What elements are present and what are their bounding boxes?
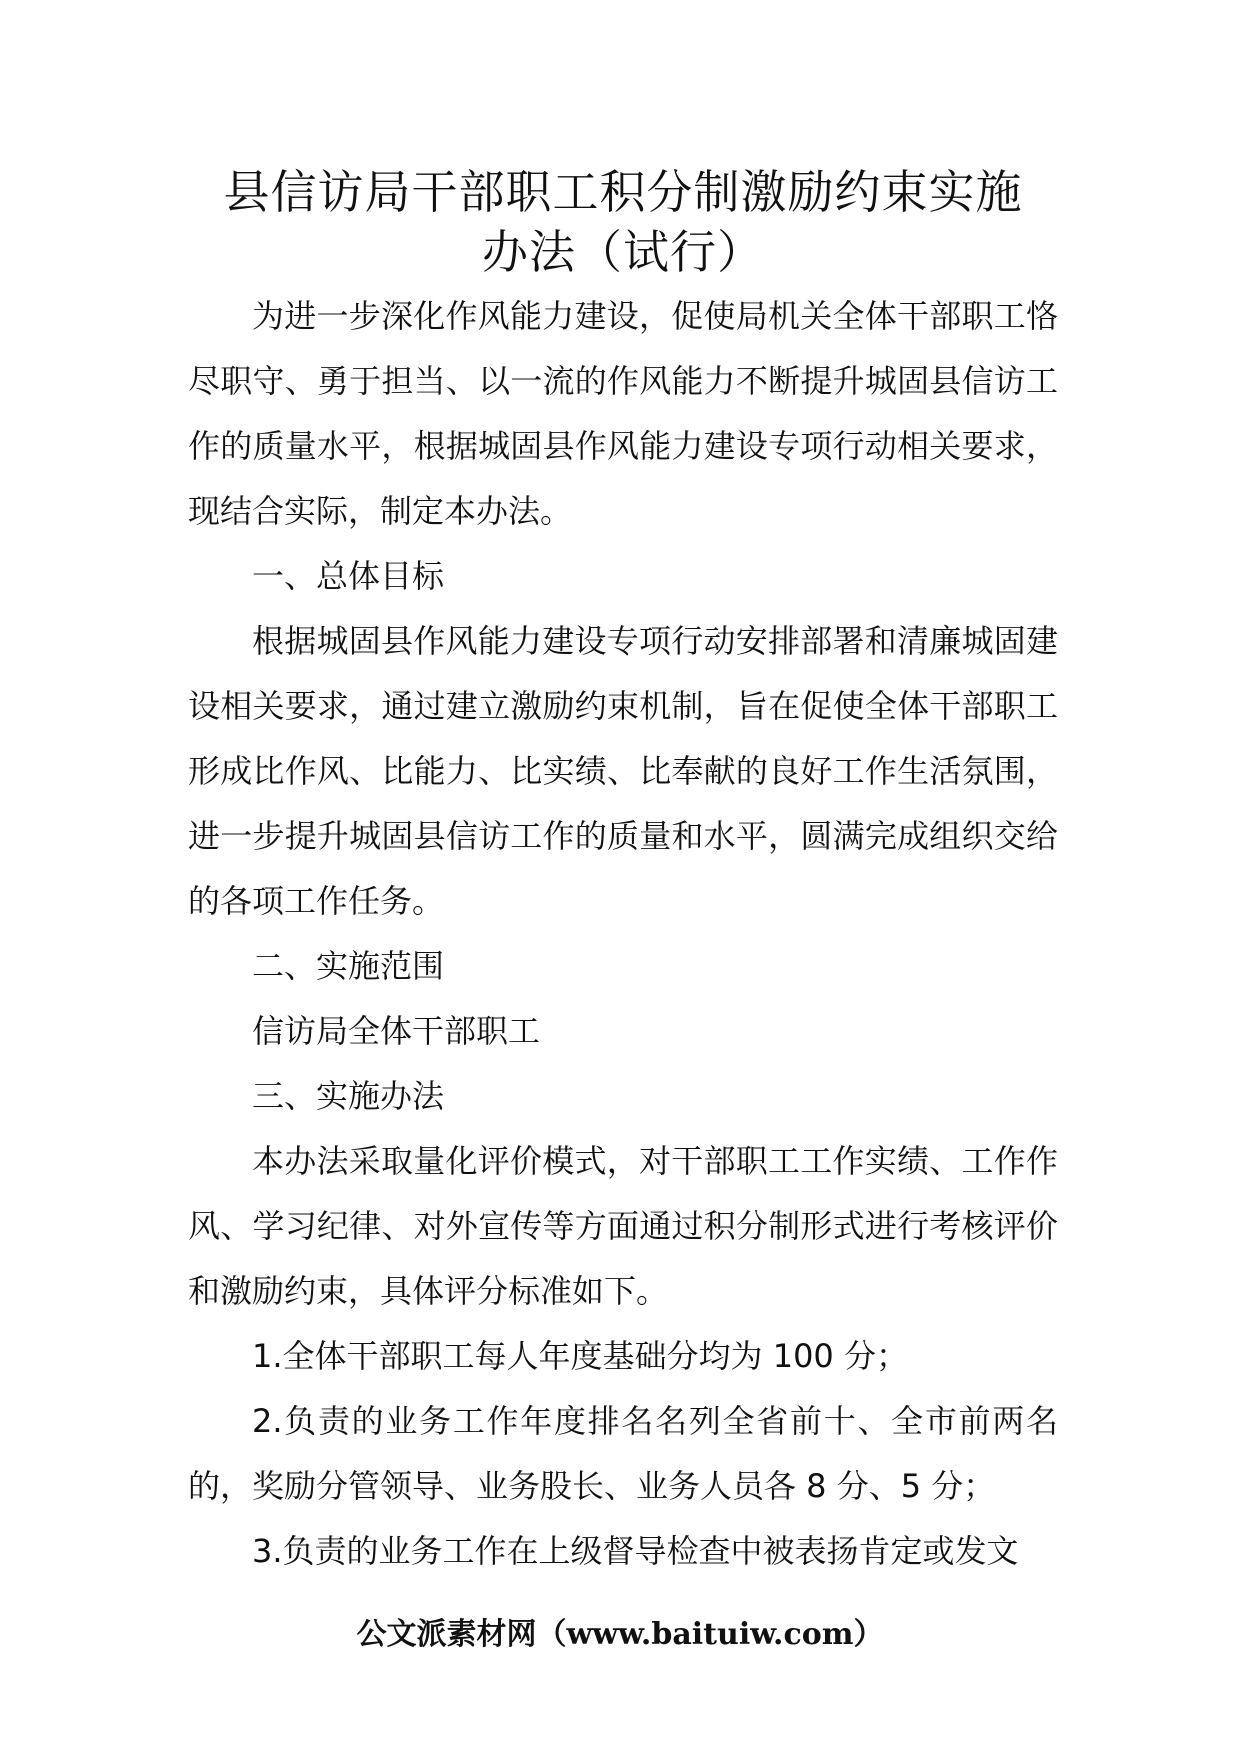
title-line-2: 办法（试行） (482, 225, 764, 279)
title-line-1: 县信访局干部职工积分制激励约束实施 (223, 165, 1023, 219)
rule-item-3: 3.负责的业务工作在上级督导检查中被表扬肯定或发文 (252, 1532, 1019, 1570)
paragraph-scope: 信访局全体干部职工 (252, 1012, 541, 1050)
heading-general-goal: 一、总体目标 (252, 557, 445, 595)
paragraph-goal: 根据城固县作风能力建设专项行动安排部署和清廉城固建设相关要求，通过建立激励约束机制，旨在促使全体干部职工形成比作风、比能力、比实绩、比奉献的良好工作生活氛围，进一步提升城固县信访工作的质量和水平，圆满完成组织交给的各项工作任务。 (188, 622, 1058, 920)
heading-scope: 二、实施范围 (252, 947, 445, 985)
rule-item-1: 1.全体干部职工每人年度基础分均为 100 分； (252, 1337, 908, 1375)
document-title (188, 162, 1058, 282)
heading-method: 三、实施办法 (252, 1077, 445, 1115)
footer-watermark: 公文派素材网（www.baituiw.com） (356, 1617, 884, 1652)
document-body (188, 284, 1058, 1584)
paragraph-method: 本办法采取量化评价模式，对干部职工工作实绩、工作作风、学习纪律、对外宣传等方面通过积分制形式进行考核评价和激励约束，具体评分标准如下。 (188, 1142, 1058, 1310)
document-page (188, 162, 1058, 1584)
paragraph-intro: 为进一步深化作风能力建设，促使局机关全体干部职工恪尽职守、勇于担当、以一流的作风能力不断提升城固县信访工作的质量水平，根据城固县作风能力建设专项行动相关要求，现结合实际，制定本办法。 (188, 297, 1058, 530)
rule-item-2: 2.负责的业务工作年度排名名列全省前十、全市前两名的，奖励分管领导、业务股长、业务人员各 8 分、5 分； (188, 1402, 1058, 1505)
